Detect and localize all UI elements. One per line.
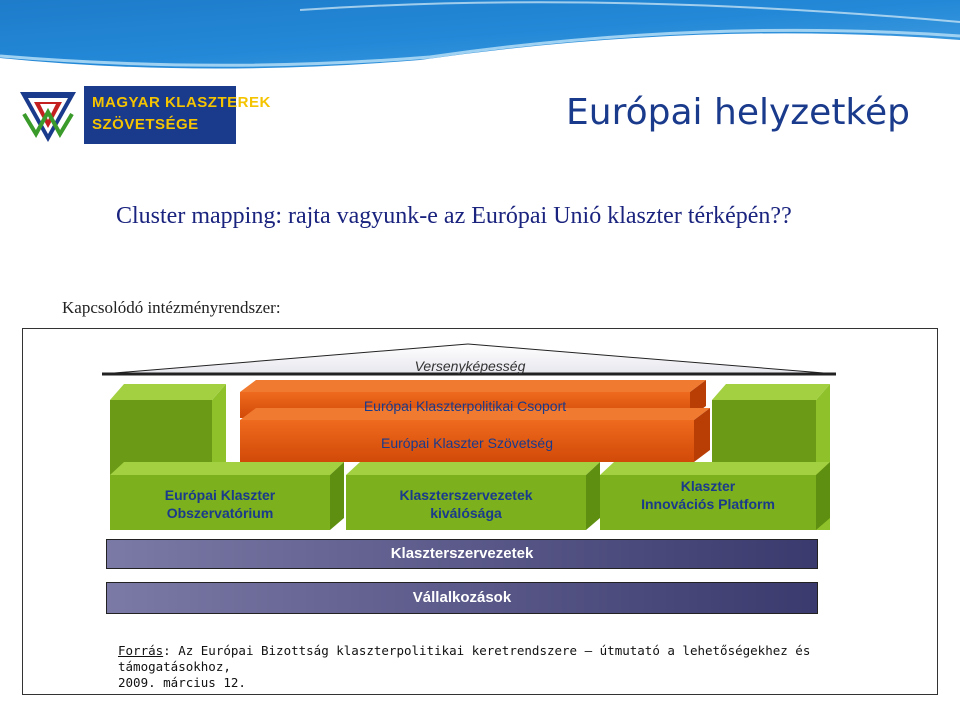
roof-label: Versenyképesség bbox=[414, 358, 526, 374]
pillar-1-line1: Európai Klaszter bbox=[164, 487, 276, 503]
pillar-1-line2: Obszervatórium bbox=[166, 505, 274, 521]
base-bar-organizations bbox=[106, 539, 818, 569]
source-date: 2009. március 12. bbox=[118, 675, 246, 690]
subtitle: Cluster mapping: rajta vagyunk-e az Európai Unió klaszter térképén?? bbox=[116, 203, 792, 229]
base-bar-organizations-label: Klaszterszervezetek bbox=[390, 545, 534, 562]
orange-bar-1-label: Európai Klaszterpolitikai Csoport bbox=[363, 398, 567, 414]
pillar-3-label bbox=[600, 477, 816, 513]
logo-text-line2: SZÖVETSÉGE bbox=[92, 116, 199, 133]
orange-bar-2-label: Európai Klaszter Szövetség bbox=[381, 435, 553, 451]
logo-text-line1: MAGYAR KLASZTEREK bbox=[92, 94, 271, 111]
source-text: : Az Európai Bizottság klaszterpolitikai keretrendszere – útmutató a lehetőségekhez és támogatásokhoz, bbox=[118, 643, 811, 674]
pillar-1-label bbox=[110, 486, 330, 522]
page-title: Európai helyzetkép bbox=[566, 92, 910, 133]
source-note bbox=[118, 643, 898, 691]
pillar-3-line1: Klaszter bbox=[680, 478, 736, 494]
base-bar-enterprises-label: Vállalkozások bbox=[412, 589, 512, 606]
pillar-3-line2: Innovációs Platform bbox=[641, 496, 775, 512]
pillar-2-line1: Klaszterszervezetek bbox=[399, 487, 533, 503]
source-label: Forrás bbox=[118, 643, 164, 658]
related-label: Kapcsolódó intézményrendszer: bbox=[62, 298, 281, 317]
pillar-2-label bbox=[346, 486, 586, 522]
pillar-2-line2: kiválósága bbox=[430, 505, 502, 521]
base-bar-enterprises bbox=[106, 582, 818, 614]
